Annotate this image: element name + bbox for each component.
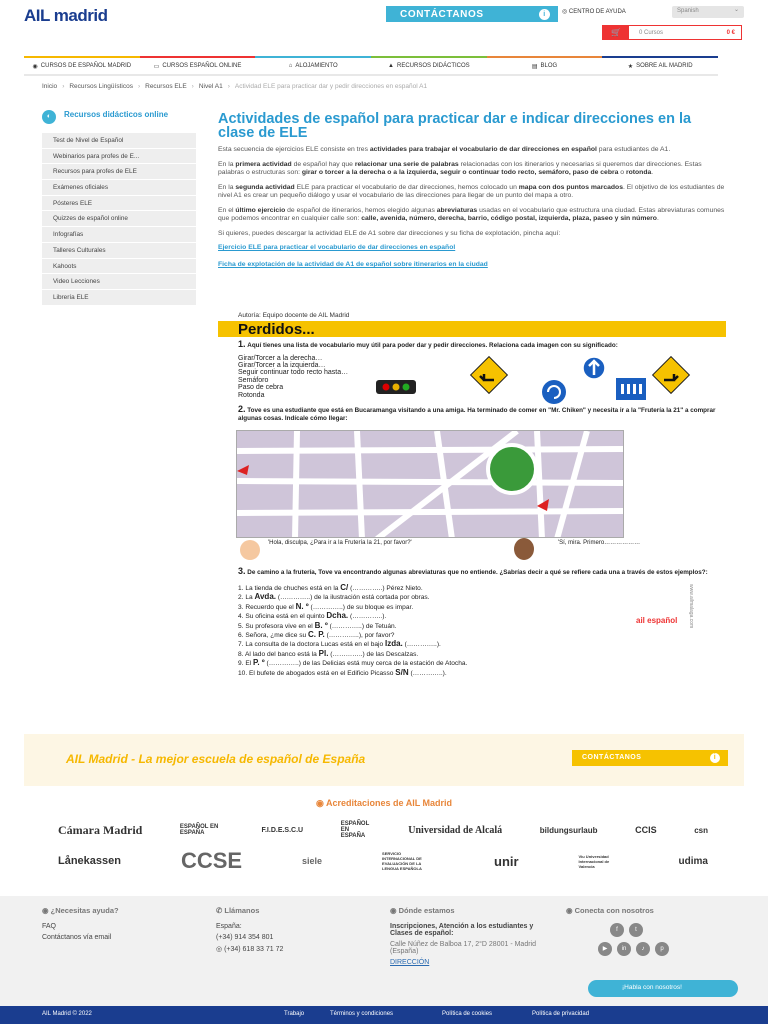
abbr-post: (…………..), por favor? [324,632,395,640]
footer-help-title-text: ¿Necesitas ayuda? [50,906,119,915]
abbr-post: (…………..) de su bloque es impar. [308,603,414,611]
txt: . [651,169,654,176]
abbr-pre: 1. La tienda de chuches está en la [238,585,341,592]
address: Calle Núñez de Balboa 17, 2°D 28001 - Madrid (España) [390,941,536,955]
question-3 [218,568,726,577]
vocab-item: Girar/Torcer a la izquierda… [238,362,326,369]
promo-banner [24,734,744,786]
abbr: S/N [395,667,409,677]
abbr-post: (…………..) de la ilustración está cortada por obras. [276,594,430,602]
cart-widget[interactable] [602,25,742,40]
sidebar-item-talleres[interactable]: Talleres Culturales [42,243,196,259]
ccis-logo: CCIS [635,825,657,835]
txt: relacionadas con los itinerarios y necesarias si queremos dar direcciones. Estas palabras o estructuras son: [218,160,702,176]
breadcrumb-item[interactable]: Inicio [42,83,58,90]
linkedin-icon[interactable]: in [617,942,631,956]
legal-link-cookies[interactable]: Política de cookies [442,1011,493,1017]
txt: usadas en el vocabulario que estructura una ciudad. Estas abreviaturas comunes que podemos encontrar en cualquier calle son: [218,206,725,222]
cart-total: 0 € [726,29,735,36]
txt: de español de itinerarios, hemos elegido algunas [285,206,437,214]
cap-icon: ▲ [388,63,394,69]
abbr-pre: 9. El [238,660,254,668]
activity2-paragraph [218,184,726,201]
road-signs [376,356,731,406]
download-paragraph: Si quieres, puedes descargar la actividad ELE de A1 sobre dar direcciones y su ficha de explotación, pincha aquí: [218,229,561,237]
girl-avatar-icon [240,540,260,560]
site-watermark: www.ailmalaga.com [688,584,694,629]
call-country: España: [216,923,242,930]
q-num: 3. [238,566,246,576]
breadcrumb: Inicio › Recursos Lingüísticos › Recursos ELE › Nivel A1 › Actividad ELE para practicar dar y pedir direcciones en español A1 [42,83,428,90]
abbr-item [238,650,638,659]
nav-label: ALOJAMIENTO [295,63,338,69]
abbr-pre: 8. Al lado del banco está la [238,650,319,658]
footer-location-title-text: Dónde estamos [398,906,455,915]
activity1-paragraph [218,161,726,178]
siele-logo: siele [302,856,323,866]
breadcrumb-current: Actividad ELE para practicar dar y pedir direcciones en español A1 [234,83,428,90]
q-text: De camino a la frutería, Tove va encontrando algunas abreviaturas que no entiende. ¿Sabrías decir a qué se refiere cada una a través de estos ejemplos?: [247,569,708,576]
roundabout-sign-icon [542,380,566,404]
chat-label: ¡Habla con nosotros! [622,984,682,991]
txt-bold: rotonda [625,169,652,176]
location-heading: Inscripciones, Atención a los estudiantes y Clases de español: [390,923,534,937]
worksheet-download-link[interactable]: Ficha de explotación de la actividad de A1 de español sobre itinerarios en la ciudad [218,261,488,268]
footer-location [390,906,540,970]
badge-icon: ◉ [315,798,326,808]
txt: Esta secuencia de ejercicios ELE consiste en tres [218,146,370,153]
help-center-link[interactable] [562,8,626,15]
abbr: Izda. [385,639,403,649]
lanekassen-logo: Lånekassen [58,855,121,867]
eye-icon: ◉ [32,63,38,70]
abbr: P. º [253,658,265,668]
house-icon: ⌂ [288,63,293,69]
faq-link[interactable]: FAQ [42,923,57,930]
txt: o [618,169,626,176]
nav-item-alojamiento[interactable] [255,56,371,74]
abbr-pre: 10. El bufete de abogados está en el Edificio Picasso [238,669,396,677]
sidebar-title [42,110,196,124]
sidebar-item-recursos-profes[interactable]: Recursos para profes de ELE [42,164,196,180]
start-marker-icon [237,465,249,475]
abbr-post: (…………..) de las Descalzas. [328,650,419,658]
breadcrumb-item[interactable]: Nivel A1 [198,83,223,90]
txt: de español hay que [291,160,355,168]
nav-item-recursos[interactable] [371,56,487,74]
abbr: B. º [314,620,328,630]
phone-link[interactable]: (+34) 914 354 801 [216,934,274,941]
location-icon: ◉ [390,906,399,915]
sidebar-item-examenes[interactable]: Exámenes oficiales [42,180,196,196]
email-contact-link[interactable]: Contáctanos vía email [42,934,112,941]
txt: ELE para practicar el vocabulario de dar direcciones, hemos colocado un [294,183,519,191]
abbr: Dcha. [326,611,349,621]
abbr-item [238,669,638,678]
txt-bold: mapa con dos puntos marcados [518,183,623,191]
sidebar-item-test-nivel[interactable]: Test de Nivel de Español [42,133,196,149]
contact-button[interactable] [386,6,558,22]
sidebar-title-text: Recursos didácticos online [64,110,169,119]
sidebar-item-video-lecciones[interactable]: Video Lecciones [42,274,196,290]
footer-help-title [42,906,119,915]
txt-bold: segunda actividad [235,183,295,191]
exercise-download-link[interactable]: Ejercicio ELE para practicar el vocabulario de dar direcciones en español [218,244,456,251]
abbr-item [238,622,638,631]
contact-label: CONTÁCTANOS [400,8,484,20]
logo-text: AIL madrid [24,6,108,25]
legal-link-trabajo[interactable]: Trabajo [284,1011,305,1017]
footer-call-title-text: Llámanos [224,906,260,915]
ail-espanol-brand: ail español [636,616,678,625]
social-row-2 [598,942,669,956]
footer-social-title-text: Conecta con nosotros [574,906,654,915]
abbr-pre: 5. Su profesora vive en el [238,622,315,630]
bildungsurlaub-logo: bildungsurlaub [539,825,598,835]
nav-item-cursos-online[interactable] [140,56,256,74]
question-1 [218,341,726,350]
abbr-item [238,640,638,649]
accreditation-logos-row-1 [58,820,708,840]
vocab-item: Girar/Torcer a la derecha… [238,354,323,362]
unir-logo: unir [494,853,519,869]
sidebar-item-libreria[interactable]: Librería ELE [42,290,196,306]
social-row-1 [610,923,669,937]
footer-help [42,906,119,945]
facebook-icon[interactable]: f [610,923,624,937]
nav-item-blog[interactable] [487,56,603,74]
q-num: 2. [238,404,246,415]
abbr-item [238,659,638,668]
address-link[interactable]: DIRECCIÓN [390,959,430,966]
viu-logo: Viu Universidad Internacional de Valencia [578,853,610,869]
abbr-post: (…………..) de las Delicias está muy cerca de la estación de Atocha. [264,660,468,668]
vocab-item: Semáforo [238,376,269,384]
worksheet-title: Perdidos... [218,321,726,337]
intro-paragraph [218,146,726,155]
info-icon: i [710,753,720,763]
txt-bold: abreviaturas [436,206,478,214]
footer [0,896,768,1024]
city-map [236,430,624,538]
txt: En el [218,206,236,214]
ail-madrid-logo[interactable] [24,6,107,26]
q-num: 1. [238,339,246,349]
nav-label: SOBRE AIL MADRID [636,63,693,69]
speech-bubble-2: 'Sí, mira. Primero……………… [558,540,641,546]
q-text: Tove es una estudiante que está en Bucaramanga visitando a una amiga. Ha terminado de comer en "Mr. Chiken" y necesita ir a la "Frutería la 21" a comprar algunas cosas. Indícale cómo llegar: [238,407,716,422]
help-icon: ◉ [42,906,51,915]
legal-link-terminos[interactable]: Términos y condiciones [330,1011,394,1017]
social-icon: ◉ [566,906,575,915]
footer-location-title [390,906,540,915]
txt-bold: girar o torcer a la derecha o a la izquierda, seguir o continuar todo recto, semáforo, paso de cebra [301,169,619,176]
q-text: Aquí tienes una lista de vocabulario muy útil para poder dar y pedir direcciones. Relaciona cada imagen con su significado: [247,342,618,349]
turn-right-sign-icon [653,357,690,394]
copyright: AIL Madrid © 2022 [42,1011,92,1017]
txt: . [656,215,659,222]
abbr: Avda. [254,592,276,602]
cart-count: 0 Cursos [639,29,664,36]
map-streets [237,431,624,538]
worksheet-author: Autoría: Equipo docente de AIL Madrid [238,312,350,319]
txt-bold: actividades para trabajar el vocabulario de dar direcciones en español [369,146,597,153]
promo-button-label: CONTÁCTANOS [582,754,642,761]
turn-left-sign-icon [471,357,508,394]
abbr: N. º [295,601,309,611]
footer-social-title [566,906,669,915]
txt-bold: último ejercicio [235,206,286,214]
footer-social [566,906,669,956]
abbr-item [238,612,638,621]
universidad-alcala-logo: Universidad de Alcalá [408,824,503,836]
pinterest-icon[interactable]: p [655,942,669,956]
camara-madrid-logo: Cámara Madrid [58,822,143,837]
help-icon: ◎ [562,9,569,15]
accreditation-logos-row-2 [58,848,708,874]
tiktok-icon[interactable]: ♪ [636,942,650,956]
abbr-post: (…………..) de Tetuán. [327,622,397,630]
blog-icon: ▤ [531,63,538,70]
cart-icon: 🛒 [603,26,629,39]
whatsapp-icon: ◎ [216,946,225,953]
abbr-post: (…………..). [402,641,441,649]
resources-icon: ◐ [42,110,56,124]
speech-bubble-1: 'Hola, disculpa, ¿Para ir a la Frutería la 21, por favor?' [268,540,412,546]
abbr-pre: 4. Su oficina está en el quinto [238,613,327,621]
sidebar [42,110,196,306]
txt-bold: calle, avenida, número, derecha, barrio, código postal, izquierda, plaza, paseo y sin número [361,215,657,222]
txt-bold: relacionar una serie de palabras [354,160,459,168]
sidebar-item-posteres[interactable]: Pósteres ELE [42,196,196,212]
abbr: C/ [340,583,349,592]
sidebar-item-kahoots[interactable]: Kahoots [42,259,196,275]
sidebar-item-quizzes[interactable]: Quizzes de español online [42,211,196,227]
promo-contact-button[interactable] [572,750,728,766]
nav-label: RECURSOS DIDÁCTICOS [396,63,470,69]
siele-service-text: SERVICIO INTERNACIONAL DE EVALUACIÓN DE LA LENGUA ESPAÑOLA [382,851,422,871]
abbr-post: (…………..). [408,669,447,677]
espanol-en-espana-2-logo: ESPAÑOL EN ESPAÑA [340,821,370,839]
breadcrumb-item[interactable]: Recursos ELE [145,83,187,90]
promo-text: AIL Madrid - La mejor escuela de español de España [66,752,366,766]
nav-label: CURSOS DE ESPAÑOL MADRID [40,63,132,69]
txt: En la [218,183,236,191]
abbr-item [238,603,638,612]
bottom-bar [0,1006,768,1024]
help-label: CENTRO DE AYUDA [568,9,626,15]
abbr-pre: 3. Recuerdo que el [238,603,296,611]
nav-item-cursos-madrid[interactable] [24,56,140,74]
txt: . El objetivo de los estudiantes de nivel A1 es crear un pequeño diálogo y usar el vocabulario de las direcciones para llegar de un punto del mapa a otro. [218,183,725,199]
phone-icon: ✆ [216,906,225,915]
vocab-item: Seguir continuar todo recto hasta… [238,369,349,377]
abbr-pre: 7. La consulta de la doctora Lucas está en el bajo [238,641,385,649]
breadcrumb-item[interactable]: Recursos Lingüísticos [69,83,133,90]
youtube-icon[interactable]: ▶ [598,942,612,956]
legal-link-privacidad[interactable]: Política de privacidad [532,1011,590,1017]
abbr-item [238,584,638,593]
article [218,112,726,278]
abbr-post: (…………..) Pérez Nieto. [348,585,423,592]
star-icon: ★ [627,63,634,70]
footer-call [216,906,283,957]
twitter-icon[interactable]: t [629,923,643,937]
ccse-logo: CCSE [180,848,243,873]
sidebar-item-infografias[interactable]: Infografías [42,227,196,243]
page-title: Actividades de español para practicar dar e indicar direcciones en la clase de ELE [218,111,692,141]
abbr: Pl. [318,648,329,658]
whatsapp-number: (+34) 618 33 71 72 [224,946,284,953]
nav-label: BLOG [540,63,558,69]
main-nav [24,56,718,76]
vocab-item: Paso de cebra [238,384,284,392]
nav-label: CURSOS ESPAÑOL ONLINE [162,63,242,69]
abbr-item [238,631,638,640]
abbreviation-list [218,584,638,678]
laptop-icon: ▭ [153,63,160,70]
abbr-post: (…………..). [348,613,387,621]
espanol-en-espana-logo: ESPAÑOL EN ESPAÑA [179,824,219,836]
footer-call-title [216,906,283,915]
udima-logo: udima [678,855,708,867]
site-header [0,0,768,56]
vocab-item: Rotonda [238,391,265,399]
worksheet-image [218,312,726,682]
boy-avatar-icon [514,538,534,560]
sidebar-item-webinarios[interactable]: Webinarios para profes de E... [42,149,196,165]
fidescu-logo: F.I.D.E.S.C.U [261,826,304,834]
abbr: C. P. [308,630,325,640]
abbr-pre: 2. La [238,594,255,602]
txt: para estudiantes de A1. [596,146,671,153]
question-2 [218,406,726,422]
accreditations-title [0,798,768,809]
abbr-pre: 6. Señora, ¿me dice su [238,632,309,640]
activity3-paragraph [218,207,726,224]
info-icon: i [539,9,550,20]
whatsapp-link[interactable] [216,945,283,953]
chat-button[interactable] [588,980,738,997]
language-select[interactable]: Spanish ⌄ [672,6,744,18]
txt: En la [218,160,236,168]
txt-bold: primera actividad [235,160,292,168]
csn-logo: csn [694,825,708,835]
accreditations-title-text: Acreditaciones de AIL Madrid [326,798,453,808]
nav-item-sobre[interactable] [602,56,718,74]
